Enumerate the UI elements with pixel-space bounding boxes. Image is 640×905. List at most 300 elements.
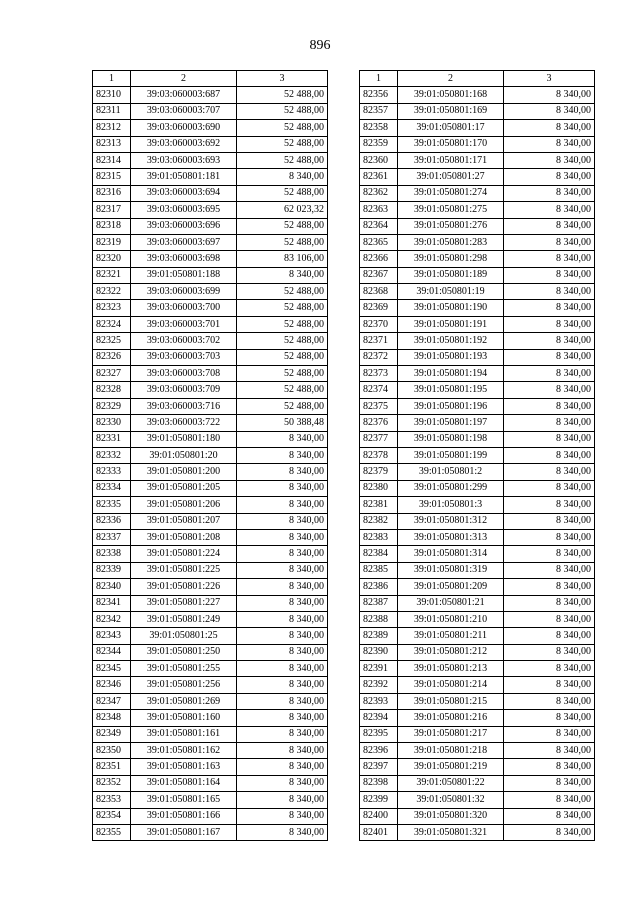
table-row — [93, 513, 328, 529]
table-row — [93, 480, 328, 496]
record-number-cell: 82320 — [93, 251, 131, 267]
cadastral-number-cell: 39:01:050801:213 — [398, 661, 504, 677]
cadastral-number-cell: 39:03:060003:722 — [131, 415, 237, 431]
record-number-cell: 82364 — [360, 218, 398, 234]
table-row — [360, 382, 595, 398]
cadastral-number-cell: 39:01:050801:210 — [398, 611, 504, 627]
cadastral-number-cell: 39:01:050801:169 — [398, 103, 504, 119]
table-row — [360, 267, 595, 283]
table-row — [93, 202, 328, 218]
record-number-cell: 82339 — [93, 562, 131, 578]
cadastral-number-cell: 39:01:050801:200 — [131, 464, 237, 480]
table-row — [93, 661, 328, 677]
amount-cell: 8 340,00 — [504, 529, 595, 545]
amount-cell: 8 340,00 — [504, 202, 595, 218]
record-number-cell: 82383 — [360, 529, 398, 545]
table-row — [93, 546, 328, 562]
table-row — [360, 333, 595, 349]
record-number-cell: 82391 — [360, 661, 398, 677]
record-number-cell: 82336 — [93, 513, 131, 529]
record-number-cell: 82373 — [360, 366, 398, 382]
table-row — [360, 218, 595, 234]
table-row — [360, 464, 595, 480]
table-row — [360, 152, 595, 168]
cadastral-number-cell: 39:01:050801:225 — [131, 562, 237, 578]
table-row — [93, 464, 328, 480]
amount-cell: 8 340,00 — [504, 333, 595, 349]
record-number-cell: 82370 — [360, 316, 398, 332]
amount-cell: 8 340,00 — [504, 103, 595, 119]
amount-cell: 8 340,00 — [504, 136, 595, 152]
cadastral-number-cell: 39:01:050801:275 — [398, 202, 504, 218]
amount-cell: 8 340,00 — [504, 284, 595, 300]
amount-cell: 8 340,00 — [504, 611, 595, 627]
record-number-cell: 82360 — [360, 152, 398, 168]
table-row — [360, 366, 595, 382]
table-row — [360, 300, 595, 316]
cadastral-number-cell: 39:01:050801:313 — [398, 529, 504, 545]
amount-cell: 8 340,00 — [504, 743, 595, 759]
cadastral-number-cell: 39:03:060003:697 — [131, 234, 237, 250]
amount-cell: 8 340,00 — [237, 562, 328, 578]
cadastral-number-cell: 39:03:060003:700 — [131, 300, 237, 316]
amount-cell: 8 340,00 — [504, 152, 595, 168]
amount-cell: 8 340,00 — [504, 759, 595, 775]
record-number-cell: 82338 — [93, 546, 131, 562]
record-number-cell: 82392 — [360, 677, 398, 693]
cadastral-number-cell: 39:03:060003:687 — [131, 87, 237, 103]
cadastral-number-cell: 39:01:050801:171 — [398, 152, 504, 168]
amount-cell: 8 340,00 — [237, 529, 328, 545]
register-table-right — [359, 70, 595, 841]
record-number-cell: 82368 — [360, 284, 398, 300]
amount-cell: 52 488,00 — [237, 185, 328, 201]
record-number-cell: 82324 — [93, 316, 131, 332]
table-row — [360, 480, 595, 496]
amount-cell: 8 340,00 — [504, 415, 595, 431]
cadastral-number-cell: 39:01:050801:205 — [131, 480, 237, 496]
table-row — [360, 185, 595, 201]
cadastral-number-cell: 39:01:050801:3 — [398, 497, 504, 513]
amount-cell: 52 488,00 — [237, 234, 328, 250]
record-number-cell: 82344 — [93, 644, 131, 660]
amount-cell: 8 340,00 — [237, 644, 328, 660]
table-row — [360, 497, 595, 513]
cadastral-number-cell: 39:01:050801:219 — [398, 759, 504, 775]
record-number-cell: 82361 — [360, 169, 398, 185]
record-number-cell: 82389 — [360, 628, 398, 644]
record-number-cell: 82330 — [93, 415, 131, 431]
record-number-cell: 82332 — [93, 447, 131, 463]
amount-cell: 8 340,00 — [237, 710, 328, 726]
amount-cell: 8 340,00 — [237, 824, 328, 840]
amount-cell: 8 340,00 — [237, 661, 328, 677]
record-number-cell: 82348 — [93, 710, 131, 726]
table-row — [360, 644, 595, 660]
cadastral-number-cell: 39:03:060003:693 — [131, 152, 237, 168]
table-row — [360, 251, 595, 267]
record-number-cell: 82318 — [93, 218, 131, 234]
amount-cell: 8 340,00 — [504, 431, 595, 447]
column-header: 3 — [504, 71, 595, 87]
record-number-cell: 82371 — [360, 333, 398, 349]
amount-cell: 8 340,00 — [504, 792, 595, 808]
amount-cell: 8 340,00 — [237, 267, 328, 283]
record-number-cell: 82353 — [93, 792, 131, 808]
cadastral-number-cell: 39:01:050801:164 — [131, 775, 237, 791]
cadastral-number-cell: 39:01:050801:206 — [131, 497, 237, 513]
record-number-cell: 82331 — [93, 431, 131, 447]
amount-cell: 8 340,00 — [237, 775, 328, 791]
table-row — [93, 644, 328, 660]
amount-cell: 8 340,00 — [237, 169, 328, 185]
cadastral-number-cell: 39:01:050801:22 — [398, 775, 504, 791]
amount-cell: 8 340,00 — [504, 218, 595, 234]
amount-cell: 8 340,00 — [504, 447, 595, 463]
cadastral-number-cell: 39:03:060003:699 — [131, 284, 237, 300]
record-number-cell: 82358 — [360, 120, 398, 136]
cadastral-number-cell: 39:01:050801:256 — [131, 677, 237, 693]
amount-cell: 8 340,00 — [504, 251, 595, 267]
cadastral-number-cell: 39:01:050801:214 — [398, 677, 504, 693]
table-row — [93, 562, 328, 578]
cadastral-number-cell: 39:01:050801:226 — [131, 579, 237, 595]
amount-cell: 8 340,00 — [504, 808, 595, 824]
table-row — [360, 661, 595, 677]
record-number-cell: 82333 — [93, 464, 131, 480]
table-row — [93, 743, 328, 759]
cadastral-number-cell: 39:01:050801:299 — [398, 480, 504, 496]
cadastral-number-cell: 39:01:050801:250 — [131, 644, 237, 660]
table-row — [93, 333, 328, 349]
table-row — [360, 628, 595, 644]
table-row — [360, 103, 595, 119]
cadastral-number-cell: 39:01:050801:2 — [398, 464, 504, 480]
cadastral-number-cell: 39:01:050801:17 — [398, 120, 504, 136]
record-number-cell: 82401 — [360, 824, 398, 840]
record-number-cell: 82352 — [93, 775, 131, 791]
cadastral-number-cell: 39:01:050801:168 — [398, 87, 504, 103]
amount-cell: 52 488,00 — [237, 120, 328, 136]
table-row — [360, 546, 595, 562]
record-number-cell: 82379 — [360, 464, 398, 480]
table-row — [93, 824, 328, 840]
table-row — [360, 808, 595, 824]
record-number-cell: 82347 — [93, 693, 131, 709]
record-number-cell: 82315 — [93, 169, 131, 185]
amount-cell: 8 340,00 — [504, 267, 595, 283]
table-row — [93, 136, 328, 152]
record-number-cell: 82382 — [360, 513, 398, 529]
amount-cell: 8 340,00 — [504, 497, 595, 513]
record-number-cell: 82312 — [93, 120, 131, 136]
amount-cell: 8 340,00 — [504, 398, 595, 414]
amount-cell: 62 023,32 — [237, 202, 328, 218]
cadastral-number-cell: 39:01:050801:189 — [398, 267, 504, 283]
record-number-cell: 82369 — [360, 300, 398, 316]
amount-cell: 52 488,00 — [237, 136, 328, 152]
amount-cell: 52 488,00 — [237, 300, 328, 316]
record-number-cell: 82384 — [360, 546, 398, 562]
record-number-cell: 82321 — [93, 267, 131, 283]
cadastral-number-cell: 39:01:050801:161 — [131, 726, 237, 742]
record-number-cell: 82362 — [360, 185, 398, 201]
cadastral-number-cell: 39:01:050801:209 — [398, 579, 504, 595]
cadastral-number-cell: 39:01:050801:166 — [131, 808, 237, 824]
table-row — [360, 579, 595, 595]
cadastral-number-cell: 39:01:050801:25 — [131, 628, 237, 644]
record-number-cell: 82380 — [360, 480, 398, 496]
amount-cell: 8 340,00 — [237, 677, 328, 693]
table-row — [360, 611, 595, 627]
record-number-cell: 82381 — [360, 497, 398, 513]
cadastral-number-cell: 39:03:060003:695 — [131, 202, 237, 218]
record-number-cell: 82394 — [360, 710, 398, 726]
table-row — [93, 497, 328, 513]
record-number-cell: 82375 — [360, 398, 398, 414]
record-number-cell: 82377 — [360, 431, 398, 447]
table-row — [93, 103, 328, 119]
table-row — [360, 316, 595, 332]
cadastral-number-cell: 39:01:050801:32 — [398, 792, 504, 808]
amount-cell: 83 106,00 — [237, 251, 328, 267]
table-row — [360, 677, 595, 693]
cadastral-number-cell: 39:03:060003:707 — [131, 103, 237, 119]
amount-cell: 8 340,00 — [237, 759, 328, 775]
table-row — [360, 792, 595, 808]
amount-cell: 8 340,00 — [504, 693, 595, 709]
cadastral-number-cell: 39:01:050801:314 — [398, 546, 504, 562]
table-row — [93, 579, 328, 595]
cadastral-number-cell: 39:01:050801:21 — [398, 595, 504, 611]
amount-cell: 8 340,00 — [237, 513, 328, 529]
cadastral-number-cell: 39:01:050801:215 — [398, 693, 504, 709]
cadastral-number-cell: 39:01:050801:211 — [398, 628, 504, 644]
cadastral-number-cell: 39:01:050801:191 — [398, 316, 504, 332]
record-number-cell: 82311 — [93, 103, 131, 119]
record-number-cell: 82365 — [360, 234, 398, 250]
cadastral-number-cell: 39:01:050801:227 — [131, 595, 237, 611]
column-header: 3 — [237, 71, 328, 87]
cadastral-number-cell: 39:03:060003:696 — [131, 218, 237, 234]
cadastral-number-cell: 39:01:050801:274 — [398, 185, 504, 201]
table-row — [93, 677, 328, 693]
table-row — [93, 251, 328, 267]
amount-cell: 8 340,00 — [237, 628, 328, 644]
table-row — [360, 87, 595, 103]
amount-cell: 8 340,00 — [237, 693, 328, 709]
table-row — [360, 693, 595, 709]
amount-cell: 8 340,00 — [504, 464, 595, 480]
record-number-cell: 82329 — [93, 398, 131, 414]
table-row — [93, 316, 328, 332]
record-number-cell: 82367 — [360, 267, 398, 283]
table-row — [93, 431, 328, 447]
amount-cell: 8 340,00 — [504, 513, 595, 529]
cadastral-number-cell: 39:01:050801:218 — [398, 743, 504, 759]
amount-cell: 8 340,00 — [237, 579, 328, 595]
amount-cell: 8 340,00 — [504, 366, 595, 382]
amount-cell: 52 488,00 — [237, 382, 328, 398]
cadastral-number-cell: 39:03:060003:709 — [131, 382, 237, 398]
cadastral-number-cell: 39:03:060003:694 — [131, 185, 237, 201]
record-number-cell: 82366 — [360, 251, 398, 267]
table-row — [93, 87, 328, 103]
column-header: 2 — [398, 71, 504, 87]
record-number-cell: 82349 — [93, 726, 131, 742]
table-row — [93, 185, 328, 201]
record-number-cell: 82387 — [360, 595, 398, 611]
table-row — [93, 693, 328, 709]
record-number-cell: 82322 — [93, 284, 131, 300]
amount-cell: 8 340,00 — [504, 644, 595, 660]
table-row — [360, 415, 595, 431]
table-row — [360, 234, 595, 250]
cadastral-number-cell: 39:01:050801:217 — [398, 726, 504, 742]
amount-cell: 52 488,00 — [237, 398, 328, 414]
amount-cell: 52 488,00 — [237, 218, 328, 234]
cadastral-number-cell: 39:03:060003:703 — [131, 349, 237, 365]
table-row — [360, 726, 595, 742]
cadastral-number-cell: 39:01:050801:255 — [131, 661, 237, 677]
amount-cell: 8 340,00 — [504, 775, 595, 791]
cadastral-number-cell: 39:01:050801:276 — [398, 218, 504, 234]
record-number-cell: 82317 — [93, 202, 131, 218]
cadastral-number-cell: 39:03:060003:702 — [131, 333, 237, 349]
record-number-cell: 82351 — [93, 759, 131, 775]
record-number-cell: 82355 — [93, 824, 131, 840]
amount-cell: 8 340,00 — [504, 87, 595, 103]
record-number-cell: 82388 — [360, 611, 398, 627]
table-row — [360, 284, 595, 300]
register-table-left — [92, 70, 328, 841]
record-number-cell: 82314 — [93, 152, 131, 168]
table-row — [93, 267, 328, 283]
amount-cell: 52 488,00 — [237, 349, 328, 365]
record-number-cell: 82363 — [360, 202, 398, 218]
cadastral-number-cell: 39:01:050801:180 — [131, 431, 237, 447]
table-row — [360, 562, 595, 578]
column-header: 1 — [360, 71, 398, 87]
amount-cell: 8 340,00 — [504, 300, 595, 316]
amount-cell: 50 388,48 — [237, 415, 328, 431]
table-row — [93, 349, 328, 365]
amount-cell: 8 340,00 — [237, 726, 328, 742]
cadastral-number-cell: 39:01:050801:199 — [398, 447, 504, 463]
amount-cell: 8 340,00 — [504, 120, 595, 136]
record-number-cell: 82327 — [93, 366, 131, 382]
cadastral-number-cell: 39:01:050801:320 — [398, 808, 504, 824]
amount-cell: 8 340,00 — [504, 661, 595, 677]
table-row — [360, 824, 595, 840]
amount-cell: 52 488,00 — [237, 103, 328, 119]
table-row — [93, 792, 328, 808]
amount-cell: 52 488,00 — [237, 284, 328, 300]
record-number-cell: 82378 — [360, 447, 398, 463]
cadastral-number-cell: 39:01:050801:224 — [131, 546, 237, 562]
record-number-cell: 82350 — [93, 743, 131, 759]
cadastral-number-cell: 39:03:060003:716 — [131, 398, 237, 414]
table-row — [93, 120, 328, 136]
table-row — [93, 169, 328, 185]
record-number-cell: 82386 — [360, 579, 398, 595]
cadastral-number-cell: 39:01:050801:249 — [131, 611, 237, 627]
cadastral-number-cell: 39:01:050801:193 — [398, 349, 504, 365]
table-row — [93, 398, 328, 414]
cadastral-number-cell: 39:01:050801:27 — [398, 169, 504, 185]
cadastral-number-cell: 39:01:050801:312 — [398, 513, 504, 529]
cadastral-number-cell: 39:01:050801:298 — [398, 251, 504, 267]
amount-cell: 8 340,00 — [504, 824, 595, 840]
cadastral-number-cell: 39:03:060003:701 — [131, 316, 237, 332]
amount-cell: 8 340,00 — [237, 464, 328, 480]
record-number-cell: 82354 — [93, 808, 131, 824]
record-number-cell: 82399 — [360, 792, 398, 808]
record-number-cell: 82356 — [360, 87, 398, 103]
table-row — [360, 349, 595, 365]
amount-cell: 8 340,00 — [504, 562, 595, 578]
cadastral-number-cell: 39:03:060003:690 — [131, 120, 237, 136]
column-header: 1 — [93, 71, 131, 87]
table-row — [360, 447, 595, 463]
record-number-cell: 82395 — [360, 726, 398, 742]
amount-cell: 8 340,00 — [237, 431, 328, 447]
table-row — [93, 300, 328, 316]
table-row — [93, 447, 328, 463]
record-number-cell: 82316 — [93, 185, 131, 201]
record-number-cell: 82346 — [93, 677, 131, 693]
record-number-cell: 82345 — [93, 661, 131, 677]
record-number-cell: 82398 — [360, 775, 398, 791]
table-row — [93, 218, 328, 234]
table-row — [93, 775, 328, 791]
record-number-cell: 82385 — [360, 562, 398, 578]
record-number-cell: 82374 — [360, 382, 398, 398]
cadastral-number-cell: 39:01:050801:20 — [131, 447, 237, 463]
table-row — [360, 513, 595, 529]
cadastral-number-cell: 39:01:050801:283 — [398, 234, 504, 250]
record-number-cell: 82337 — [93, 529, 131, 545]
record-number-cell: 82313 — [93, 136, 131, 152]
amount-cell: 52 488,00 — [237, 366, 328, 382]
table-row — [93, 415, 328, 431]
record-number-cell: 82328 — [93, 382, 131, 398]
amount-cell: 8 340,00 — [504, 234, 595, 250]
amount-cell: 8 340,00 — [237, 611, 328, 627]
amount-cell: 8 340,00 — [237, 808, 328, 824]
record-number-cell: 82310 — [93, 87, 131, 103]
amount-cell: 8 340,00 — [504, 710, 595, 726]
table-header-row — [360, 71, 595, 87]
amount-cell: 8 340,00 — [504, 546, 595, 562]
record-number-cell: 82372 — [360, 349, 398, 365]
amount-cell: 8 340,00 — [504, 316, 595, 332]
table-row — [360, 710, 595, 726]
amount-cell: 8 340,00 — [504, 480, 595, 496]
cadastral-number-cell: 39:01:050801:192 — [398, 333, 504, 349]
page-number: 896 — [309, 38, 331, 53]
table-row — [93, 152, 328, 168]
amount-cell: 8 340,00 — [237, 792, 328, 808]
record-number-cell: 82397 — [360, 759, 398, 775]
amount-cell: 52 488,00 — [237, 152, 328, 168]
table-row — [93, 611, 328, 627]
table-row — [360, 120, 595, 136]
cadastral-number-cell: 39:01:050801:165 — [131, 792, 237, 808]
record-number-cell: 82390 — [360, 644, 398, 660]
amount-cell: 8 340,00 — [237, 595, 328, 611]
table-row — [93, 284, 328, 300]
